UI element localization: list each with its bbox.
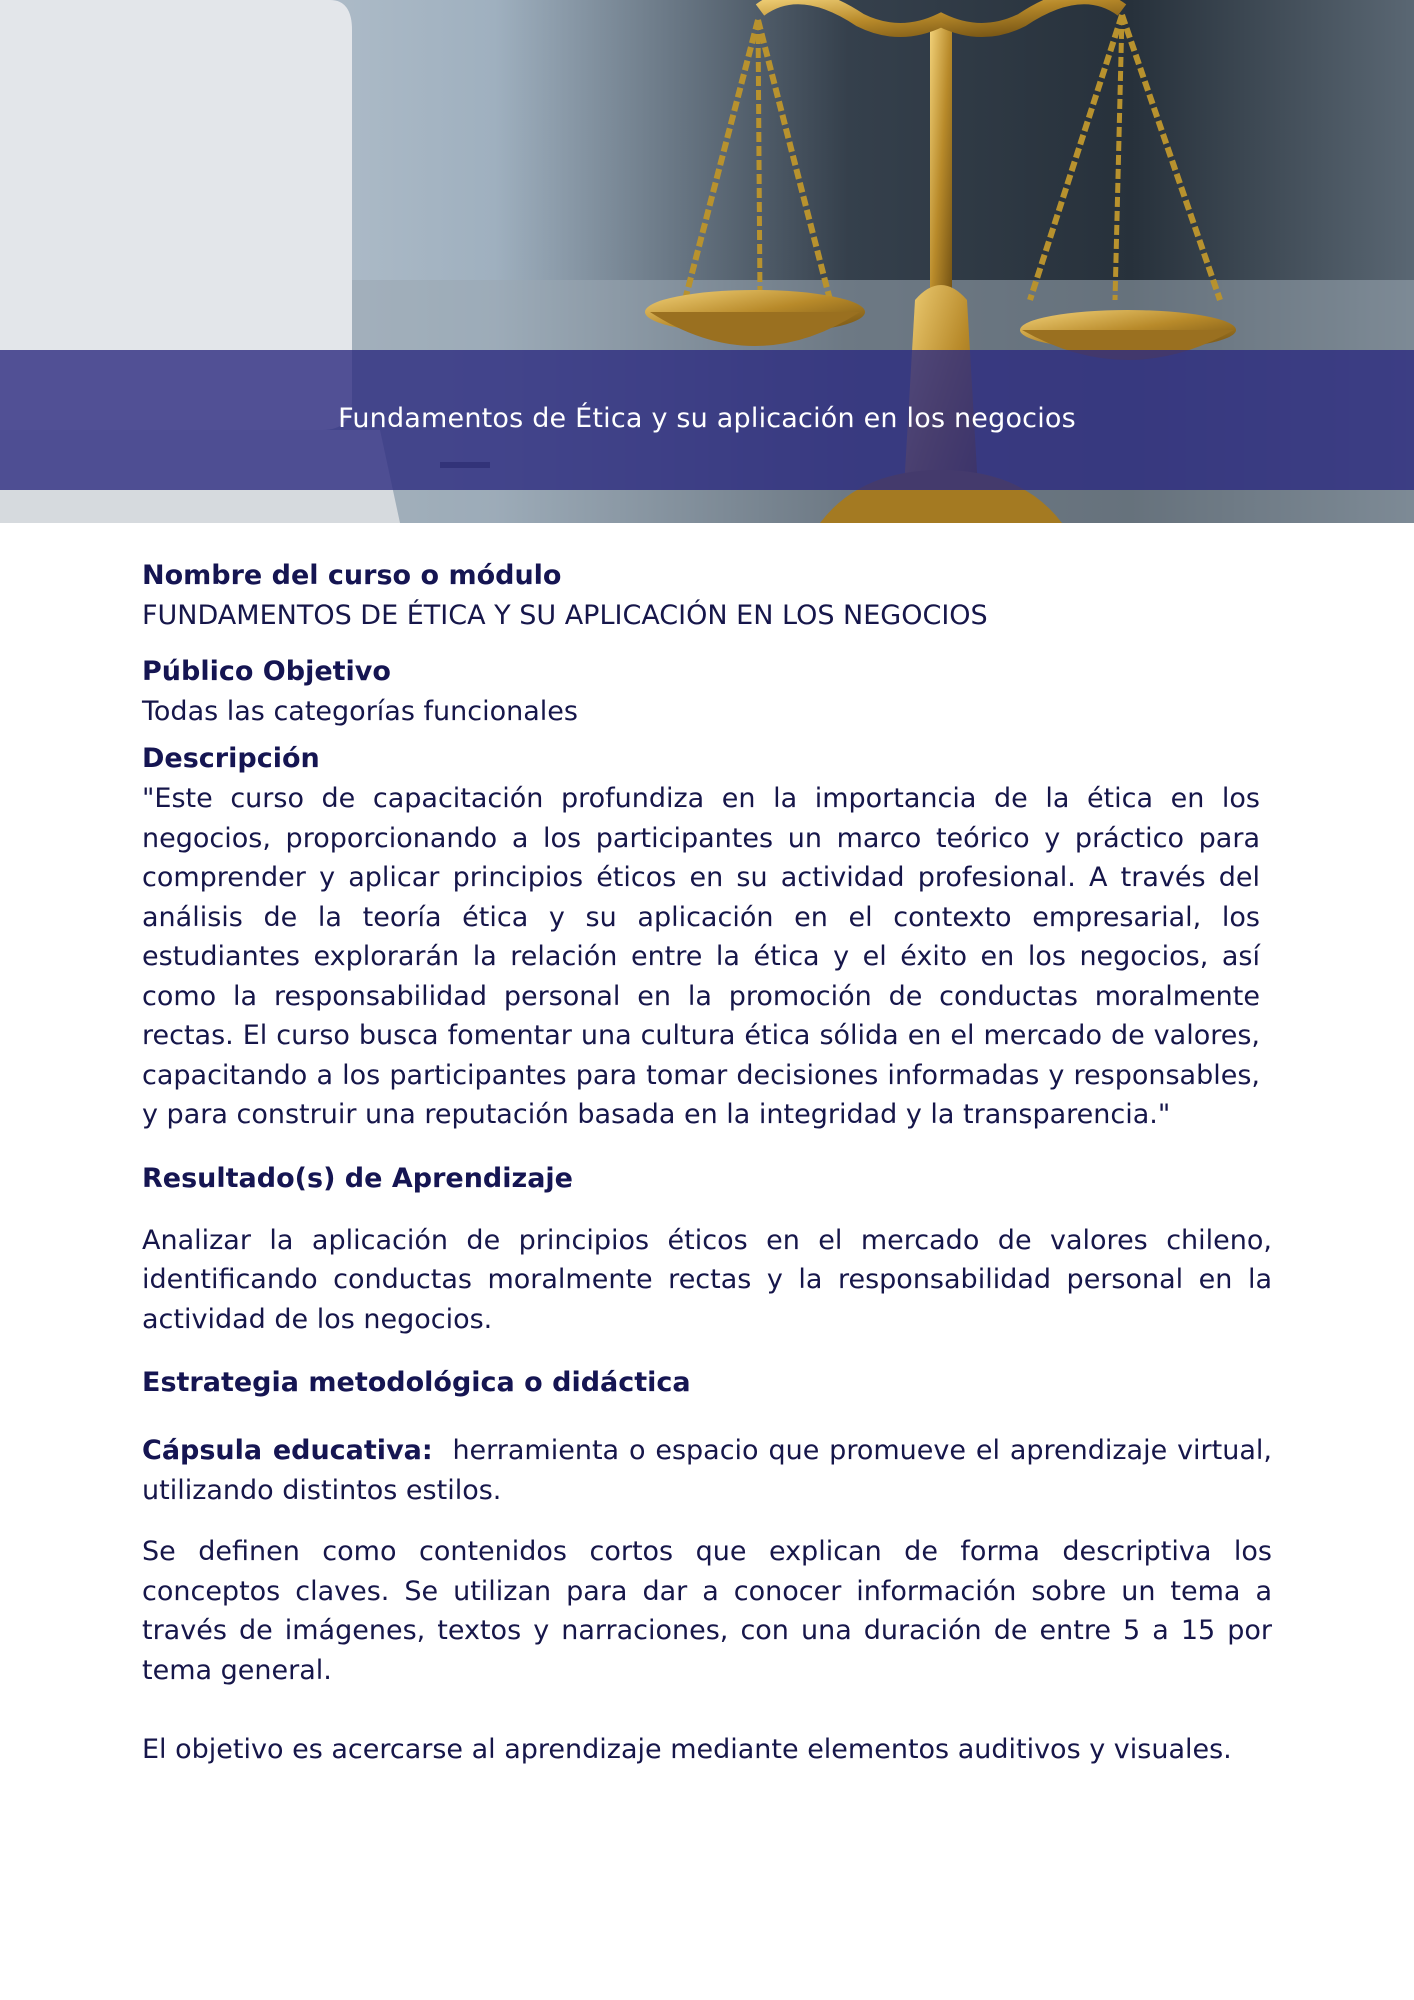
outcomes-label: Resultado(s) de Aprendizaje	[142, 1162, 573, 1194]
course-name-label: Nombre del curso o módulo	[142, 560, 562, 591]
course-name-value: FUNDAMENTOS DE ÉTICA Y SU APLICACIÓN EN LOS NEGOCIOS	[142, 600, 988, 631]
title-banner	[0, 350, 1414, 490]
description-value: "Este curso de capacitación profundiza en la importancia de la ética en los negocios, proporcionando a los participantes un marco teórico y práctico para comprender y aplicar principios éticos en su actividad profesional. A través del análisis de la teoría ética y su aplicación en el contexto empresarial, los estudiantes explorarán la relación entre la ética y el éxito en los negocios, así como la responsabilidad personal en la promoción de conductas moralmente rectas. El curso busca fomentar una cultura ética sólida en el mercado de valores, capacitando a los participantes para tomar decisiones informadas y responsables, y para construir una reputación basada en la integridad y la transparencia."	[142, 783, 1260, 1130]
description-label: Descripción	[142, 743, 320, 774]
capsule-paragraph	[142, 1431, 1272, 1510]
objective-paragraph: El objetivo es acercarse al aprendizaje mediante elementos auditivos y visuales.	[142, 1734, 1232, 1765]
definition-paragraph: Se definen como contenidos cortos que explican de forma descriptiva los conceptos claves. Se utilizan para dar a conocer información sobre un tema a través de imágenes, textos y narraciones, con una duración de entre 5 a 15 por tema general.	[142, 1536, 1272, 1686]
hero-image	[0, 0, 1414, 523]
audience-value: Todas las categorías funcionales	[142, 695, 578, 727]
outcomes-value: Analizar la aplicación de principios éticos en el mercado de valores chileno, identificando conductas moralmente rectas y la responsabilidad personal en la actividad de los negocios.	[142, 1224, 1272, 1335]
capsule-label: Cápsula educativa:	[142, 1435, 433, 1466]
capsule-value: herramienta o espacio que promueve el aprendizaje virtual, utilizando distintos estilos.	[142, 1435, 1272, 1506]
strategy-label: Estrategia metodológica o didáctica	[142, 1367, 691, 1398]
audience-label: Público Objetivo	[142, 655, 391, 687]
course-details	[142, 556, 1272, 1770]
banner-title: Fundamentos de Ética y su aplicación en los negocios	[338, 402, 1076, 434]
